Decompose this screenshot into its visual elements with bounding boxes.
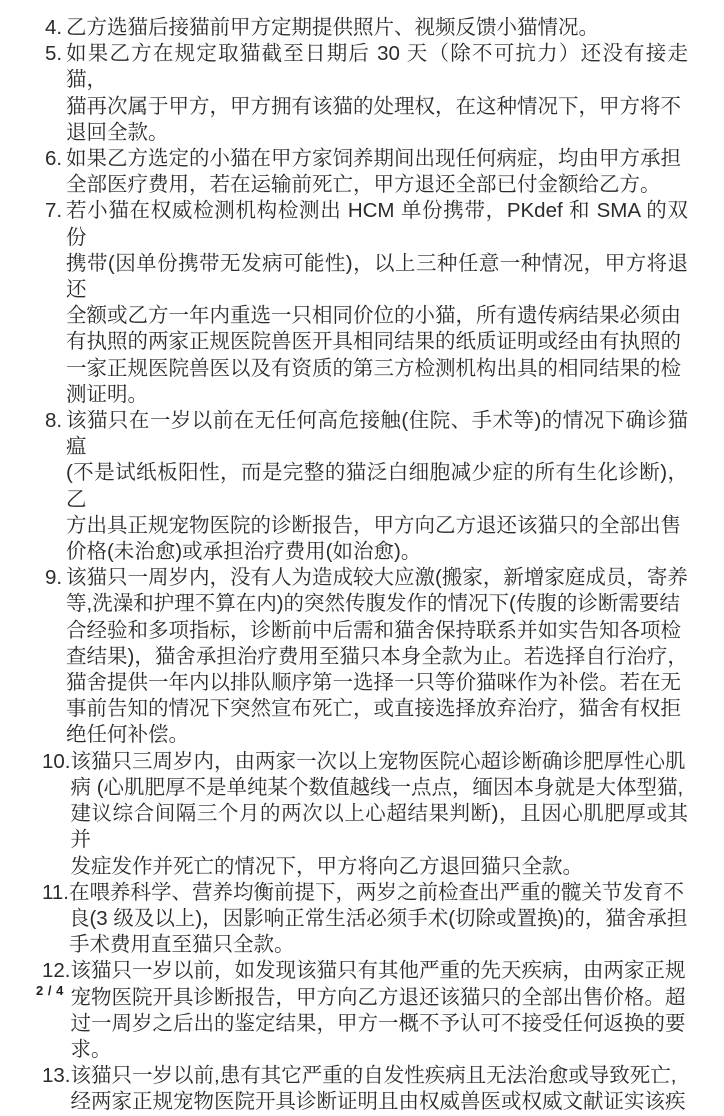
page-number: 2 / 4 bbox=[36, 983, 64, 998]
item-text: 如果乙方选定的小猫在甲方家饲养期间出现任何病症，均由甲方承担 全部医疗费用，若在运输前死亡，甲方退还全部已付金额给乙方。 bbox=[66, 147, 681, 197]
list-item bbox=[42, 15, 688, 41]
item-text: 乙方选猫后接猫前甲方定期提供照片、视频反馈小猫情况。 bbox=[66, 16, 599, 39]
list-item bbox=[42, 198, 688, 408]
list-item bbox=[42, 41, 688, 146]
list-item bbox=[42, 749, 688, 880]
item-text: 该猫只一周岁内，没有人为造成较大应激(搬家，新增家庭成员，寄养 等,洗澡和护理不算在内)的突然传腹发作的情况下(传腹的诊断需要结 合经验和多项指标，诊断前中后需和猫舍保持联系并如实告知各项检 查结果)，猫舍承担治疗费用至猫只本身全款为止。若选择自行治疗， 猫舍提供一年内以排队顺序第一选择一只等价猫咪作为补偿。若在无 事前告知的情况下突然宣布死亡，或直接选择放弃治疗，猫舍有权拒 绝任何补偿。 bbox=[66, 566, 688, 747]
item-number: 8. bbox=[45, 409, 63, 433]
item-number: 12. bbox=[42, 959, 71, 983]
item-number: 5. bbox=[45, 42, 63, 66]
item-number: 6. bbox=[45, 147, 63, 171]
item-number: 13. bbox=[42, 1064, 71, 1088]
item-number: 4. bbox=[45, 16, 63, 39]
item-text: 若小猫在权威检测机构检测出 HCM 单份携带，PKdef 和 SMA 的双份 携带(因单份携带无发病可能性)，以上三种任意一种情况，甲方将退还 全额或乙方一年内重选一只相同价位的小猫，所有遗传病结果必须由 有执照的两家正规医院兽医开具相同结果的纸质证明或经由有执照的 一家正规医院兽医以及有资质的第三方检测机构出具的相同结果的检 测证明。 bbox=[66, 199, 688, 406]
item-text: 该猫只一岁以前,患有其它严重的自发性疾病且无法治愈或导致死亡, 经两家正规宠物医院开具诊断证明且由权威兽医或权威文献证实该疾 bbox=[70, 1064, 686, 1114]
list-item bbox=[42, 1063, 688, 1115]
list-item bbox=[42, 146, 688, 198]
item-number: 10. bbox=[42, 749, 71, 773]
item-text: 在喂养科学、营养均衡前提下，两岁之前检查出严重的髋关节发育不 良(3 级及以上)，因影响正常生活必须手术(切除或置换)的，猫舍承担 手术费用直至猫只全款。 bbox=[68, 880, 688, 957]
list-item bbox=[42, 565, 688, 748]
list-item bbox=[42, 408, 688, 565]
contract-clause-list bbox=[42, 15, 688, 1116]
item-text: 如果乙方在规定取猫截至日期后 30 天（除不可抗力）还没有接走猫， 猫再次属于甲方，甲方拥有该猫的处理权，在这种情况下，甲方将不 退回全款。 bbox=[66, 42, 688, 144]
item-text: 该猫只在一岁以前在无任何高危接触(住院、手术等)的情况下确诊猫瘟 (不是试纸板阳性，而是完整的猫泛白细胞减少症的所有生化诊断)，乙 方出具正规宠物医院的诊断报告，甲方向乙方退还该猫只的全部出售 价格(未治愈)或承担治疗费用(如治愈)。 bbox=[66, 409, 688, 564]
list-item bbox=[42, 880, 688, 959]
item-text: 该猫只三周岁内，由两家一次以上宠物医院心超诊断确诊肥厚性心肌 病 (心肌肥厚不是单纯某个数值越线一点点，缅因本身就是大体型猫, 建议综合间隔三个月的两次以上心超结果判断)，且因心肌肥厚或其并 发症发作并死亡的情况下，甲方将向乙方退回猫只全款。 bbox=[70, 749, 688, 878]
item-number: 11. bbox=[42, 880, 69, 904]
item-text: 该猫只一岁以前，如发现该猫只有其他严重的先天疾病，由两家正规 宠物医院开具诊断报告，甲方向乙方退还该猫只的全部出售价格。超 过一周岁之后出的鉴定结果，甲方一概不予认可不接受任何返换的要 求。 bbox=[70, 959, 686, 1061]
item-number: 9. bbox=[45, 566, 63, 590]
item-number: 7. bbox=[45, 199, 63, 223]
list-item bbox=[42, 958, 688, 1063]
